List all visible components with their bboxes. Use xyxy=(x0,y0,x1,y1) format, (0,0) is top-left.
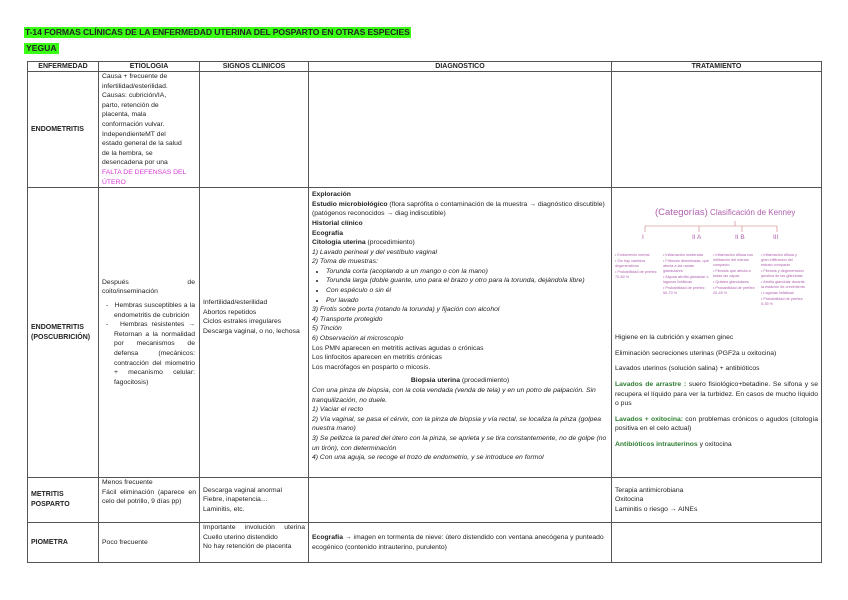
row-piometra xyxy=(28,523,822,563)
treatment-lavados-arrastre: Lavados de arrastre : suero fisiológico+betadine. Se sifona y se recupera el líquido para ver la turbidez. En casos de mucho líquido o pus xyxy=(615,380,818,408)
etiology-line: Causas: cubrición/IA, xyxy=(102,92,167,100)
treatment-lavados-oxitocina: Lavados + oxitocina: con problemas crónicos o agudos (citología positiva en el celo actual) xyxy=(615,415,819,433)
treatment-line: Laminitis o riesgo → AINEs xyxy=(615,505,698,513)
sign-line: Descarga vaginal anormal xyxy=(203,486,282,494)
disease-endometritis: ENDOMETRITIS xyxy=(28,72,99,188)
species-subtitle: YEGUA xyxy=(26,43,57,53)
etiology-intro: Después de xyxy=(102,278,195,286)
diag-step: 1) Lavado perineal y del vestíbulo vaginal xyxy=(312,248,438,256)
header-tratamiento: TRATAMIENTO xyxy=(612,62,822,72)
treatment-line: Oxitocina xyxy=(615,496,644,504)
disease-table xyxy=(27,61,822,563)
etiology-line: placenta, mala xyxy=(102,111,147,119)
kenney-col-iii: • Inflamación difusa y gran infiltración del estrato compacto • Fibrosis y degeneración quística de las glándulas • Atrofia glandular durante la estación de crecimiento • Lagunas linfáticas • Probabilidad de preñez: 5-35 % xyxy=(761,253,805,307)
etiology-line: estado general de la salud xyxy=(102,140,182,148)
diag-heading: Ecografía xyxy=(312,229,343,237)
diag-citologia: Citología uterina (procedimiento) xyxy=(312,239,415,247)
sign-line: No hay retención de placenta xyxy=(203,543,292,551)
etiology-piometra: Poco frecuente xyxy=(99,523,200,563)
kenney-cat-iia: II A xyxy=(692,234,702,242)
row-metritis-posparto xyxy=(28,478,822,523)
diag-bullet: • Por lavado xyxy=(326,296,608,306)
etiology-line: infertilidad/esterilidad. xyxy=(102,82,168,90)
sign-line: Ciclos estrales irregulares xyxy=(203,318,282,326)
signs-metritis xyxy=(200,478,309,523)
row-endometritis-poscubricion xyxy=(28,188,822,478)
treatment-piometra xyxy=(612,523,822,563)
treatment-line: Terapia antimicrobiana xyxy=(615,486,684,494)
treatment-line: Lavados uterinos (solución salina) + antibióticos xyxy=(615,365,760,373)
etiology-line: Causa + frecuente de xyxy=(102,73,168,80)
diag-bullet: • Torunda larga (doble guante, uno para el brazo y otro para la torunda, dejándola libre) xyxy=(326,276,608,286)
treatment-antibioticos: Antibióticos intrauterinos y oxitocina xyxy=(615,440,732,448)
header-signos: SIGNOS CLINICOS xyxy=(200,62,309,72)
disease-piometra: PIOMETRA xyxy=(28,523,99,563)
diagnosis-metritis xyxy=(309,478,612,523)
diag-biopsia-step: 4) Con una aguja, se recoge el trozo de endometrio, y se introduce en formol xyxy=(312,454,544,462)
treatment-poscubricion xyxy=(612,188,822,478)
diag-step: 2) Toma de muestras: xyxy=(312,258,378,266)
signs-endometritis xyxy=(200,72,309,188)
kenney-cat-iii: III xyxy=(773,234,779,242)
kenney-col-i: • Endometrio normal • Sin hay cambios degenerativos • Probabilidad de preñez: 70-80 % xyxy=(615,253,658,280)
kenney-col-iib: • Inflamación difusa con infiltración del estrato compacto • Fibrosis que afecta a todas las capas • Quistes glandulares • Probabilidad de preñez: 20-45 % xyxy=(713,253,756,296)
diag-step: 4) Transporte protegido xyxy=(312,315,383,323)
treatment-metritis xyxy=(612,478,822,523)
etiology-highlight: ÚTERO xyxy=(102,178,126,186)
diag-ecografia: Ecografía → imagen en tormenta de nieve: útero distendido con ventana anecógena y punteado ecogénico (contenido intrauterino, purulento) xyxy=(312,534,604,551)
etiology-metritis xyxy=(99,478,200,523)
table-header-row xyxy=(28,62,822,72)
treatment-endometritis xyxy=(612,72,822,188)
diag-biopsia-step: 2) Vía vaginal, se pasa el cérvix, con la pinza de biopsia y vía rectal, se localiza la pinza (golpea nuestra mano) xyxy=(312,415,602,433)
disease-name-line: POSPARTO xyxy=(31,501,70,509)
row-endometritis xyxy=(28,72,822,188)
signs-piometra xyxy=(200,523,309,563)
header-enfermedad: ENFERMEDAD xyxy=(28,62,99,72)
diag-biopsia-step: 3) Se pellizca la pared del útero con la pinza, se aprieta y se tira constantemente, no de golpe (no un tirón), con determinación xyxy=(312,434,607,452)
diagnosis-piometra xyxy=(309,523,612,563)
sign-line: Infertilidad/esterilidad xyxy=(203,299,268,307)
diag-heading: Exploración xyxy=(312,191,351,199)
diag-heading: Historial clínico xyxy=(312,219,363,227)
etiology-poscubricion xyxy=(99,188,200,478)
diag-finding: Los linfocitos aparecen en metritis crónicas xyxy=(312,354,442,362)
document-title: T-14 FORMAS CLÍNICAS DE LA ENFERMEDAD UTERINA DEL POSPARTO EN OTRAS ESPECIES xyxy=(25,27,410,37)
diag-bullet: • Con espéculo o sin él xyxy=(326,286,608,296)
diag-finding: Los PMN aparecen en metritis activas agudas o crónicas xyxy=(312,344,484,352)
header-diagnostico: DIAGNOSTICO xyxy=(309,62,612,72)
etiology-line: de la hembra, se xyxy=(102,149,153,157)
diag-microbiologico: Estudio microbiológico (flora saprófita o contaminación de la muestra → diagnóstico discutible) (patógenos reconocidos → diag indiscutible) xyxy=(312,200,605,218)
sign-line: Fiebre, inapetencia… xyxy=(203,496,268,504)
header-etiologia: ETIOLOGIA xyxy=(99,62,200,72)
disease-name-line: ENDOMETRITIS xyxy=(31,323,84,331)
diag-finding: Los macrófagos en posparto o micosis. xyxy=(312,363,431,371)
etiology-item: - Hembras resistentes → Retornan a la normalidad por mecanismos de defensa (mecánicos: contracción del miometrio + mecanismo celular: fagocitosis) xyxy=(106,321,195,386)
diag-step: 3) Frotis sobre porta (rotando la torunda) y fijación con alcohol xyxy=(312,306,500,314)
kenney-col-iia: • Inflamación moderada • Fribrosis diseminada, que afecta a las ramas glandulares • Alguna atrofia glandular o lagunas linfáticas • Probabilidad de preñez: 50-70 % xyxy=(663,253,709,296)
etiology-line: IndependienteMT del xyxy=(102,130,166,138)
signs-poscubricion xyxy=(200,188,309,478)
diag-step: 6) Observación al microscopio xyxy=(312,335,404,343)
etiology-intro: coito/inseminación xyxy=(102,288,158,296)
diag-step: 5) Tinción xyxy=(312,325,342,333)
treatment-line: Eliminación secreciones uterinas (PGF2a u oxitocina) xyxy=(615,349,777,357)
etiology-highlight: FALTA DE DEFENSAS DEL xyxy=(102,168,187,176)
disease-metritis-posparto xyxy=(28,478,99,523)
kenney-cat-iib: II B xyxy=(735,234,745,242)
diag-biopsia-step: 1) Vaciar el recto xyxy=(312,406,364,414)
sign-line: Abortos repetidos xyxy=(203,308,257,316)
diag-biopsia-step: Con una pinza de biopsia, con la cola vendada (venda de tela) y en un potro de palpación. Sin tranquilización, no duele. xyxy=(312,387,596,404)
sign-line: Cuello uterino distendido xyxy=(203,533,278,541)
etiology-line: parto, retención de xyxy=(102,101,159,109)
kenney-cat-i: I xyxy=(642,234,644,242)
etiology-line: conformación vulvar. xyxy=(102,120,165,128)
diagnosis-endometritis xyxy=(309,72,612,188)
etiology-line: Menos frecuente xyxy=(102,479,153,487)
etiology-line: Fácil eliminación (aparece en celo del potrillo, 9 días pp) xyxy=(102,488,196,506)
diagnosis-poscubricion xyxy=(309,188,612,478)
etiology-endometritis xyxy=(99,72,200,188)
kenney-classification-diagram xyxy=(615,208,805,333)
disease-name-line: METRITIS xyxy=(31,491,64,499)
etiology-item: - Hembras susceptibles a la endometritis de cubrición xyxy=(106,302,195,319)
kenney-title: (Categorías) Clasificación de Kenney xyxy=(655,207,796,219)
sign-line: Importante involución uterina xyxy=(203,524,305,532)
sign-line: Descarga vaginal, o no, lechosa xyxy=(203,327,300,335)
disease-endometritis-poscubricion xyxy=(28,188,99,478)
diag-biopsia-title: Biopsia uterina (procedimiento) xyxy=(410,377,510,385)
treatment-line: Higiene en la cubrición y examen ginec xyxy=(615,334,734,342)
disease-name-line: (POSCUBRICIÓN) xyxy=(31,333,91,341)
sign-line: Laminitis, etc. xyxy=(203,505,245,513)
etiology-line: desencadena por una xyxy=(102,159,168,167)
diag-bullet: • Torunda corta (acoplando a un mango o con la mano) xyxy=(326,267,608,277)
